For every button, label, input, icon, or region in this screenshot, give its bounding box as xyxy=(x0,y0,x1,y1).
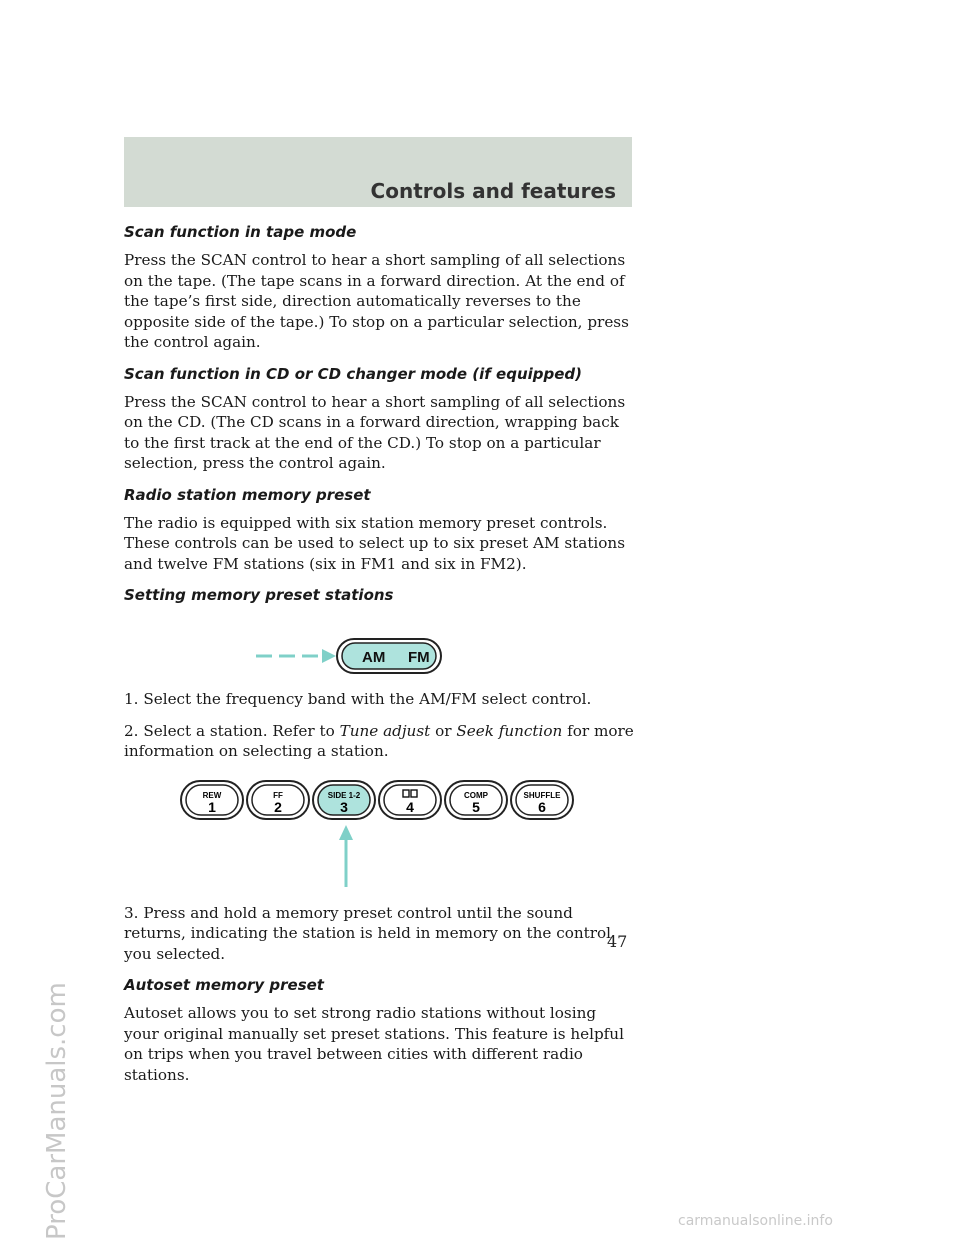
preset-4-number: 4 xyxy=(406,798,414,815)
preset-5-number: 5 xyxy=(472,798,480,815)
fm-label: FM xyxy=(408,649,430,666)
preset-6-label: SHUFFLE xyxy=(523,790,561,800)
page-number: 47 xyxy=(607,932,628,951)
side-watermark-text: ProCarManuals.com xyxy=(42,982,72,1240)
heading-scan-cd: Scan function in CD or CD changer mode (if equipped) xyxy=(124,364,583,383)
step-2-or: or xyxy=(430,721,457,740)
preset-2-label: FF xyxy=(273,790,283,800)
step-1: 1. Select the frequency band with the AM/FM select control. xyxy=(124,690,592,708)
heading-scan-tape: Scan function in tape mode xyxy=(124,223,357,241)
preset-pointer-arrow xyxy=(339,825,353,887)
section-title: Controls and features xyxy=(370,179,616,203)
step-2 xyxy=(124,721,634,762)
step-2-suffix: for more information on selecting a station. xyxy=(124,721,634,760)
preset-button-3 xyxy=(313,781,375,819)
step-3: 3. Press and hold a memory preset control until the sound returns, indicating the station is held in memory on the control you selected. xyxy=(124,903,612,963)
page-content xyxy=(124,222,634,1096)
ref-tune-adjust: Tune adjust xyxy=(339,721,431,740)
am-label: AM xyxy=(362,649,386,666)
am-fm-diagram xyxy=(124,613,634,689)
preset-1-number: 1 xyxy=(208,798,216,815)
preset-5-label: COMP xyxy=(464,790,488,800)
para-scan-tape: Press the SCAN control to hear a short sampling of all selections on the tape. (The tape scans in a forward direction. At the end of the tape’s first side, direction automatically reverses to the opposite side of the tape.) To stop on a particular selection, press the control again. xyxy=(124,251,629,351)
ref-seek-function: Seek function xyxy=(456,721,563,740)
preset-button-1 xyxy=(181,781,243,819)
para-autoset: Autoset allows you to set strong radio stations without losing your original manually set preset stations. This feature is helpful on trips when you travel between cities with different radio stations. xyxy=(124,1004,624,1084)
preset-button-5 xyxy=(445,781,507,819)
step-2-prefix: 2. Select a station. Refer to xyxy=(124,721,340,740)
dashed-pointer-arrow xyxy=(256,649,336,663)
heading-autoset: Autoset memory preset xyxy=(124,976,324,994)
preset-3-number: 3 xyxy=(340,798,348,815)
preset-2-number: 2 xyxy=(274,798,282,815)
footer-watermark: carmanualsonline.info xyxy=(678,1213,833,1229)
preset-3-label: SIDE 1-2 xyxy=(327,790,361,800)
heading-setting-presets: Setting memory preset stations xyxy=(124,586,394,604)
para-memory-preset: The radio is equipped with six station memory preset controls. These controls can be used to select up to six preset AM stations and twelve FM stations (six in FM1 and six in FM2). xyxy=(124,513,625,573)
preset-1-label: REW xyxy=(202,790,222,800)
am-fm-figure xyxy=(124,613,634,689)
preset-button-6 xyxy=(511,781,573,819)
side-watermark xyxy=(0,0,72,1242)
preset-buttons-figure xyxy=(124,773,634,903)
para-scan-cd: Press the SCAN control to hear a short sampling of all selections on the CD. (The CD scans in a forward direction, wrapping back to the first track at the end of the CD.) To stop on a particular selection, press the control again. xyxy=(124,392,626,472)
preset-buttons-diagram xyxy=(124,773,634,903)
preset-button-4 xyxy=(379,781,441,819)
preset-button-2 xyxy=(247,781,309,819)
preset-6-number: 6 xyxy=(538,798,546,815)
section-header xyxy=(124,137,632,207)
heading-memory-preset: Radio station memory preset xyxy=(124,485,371,504)
